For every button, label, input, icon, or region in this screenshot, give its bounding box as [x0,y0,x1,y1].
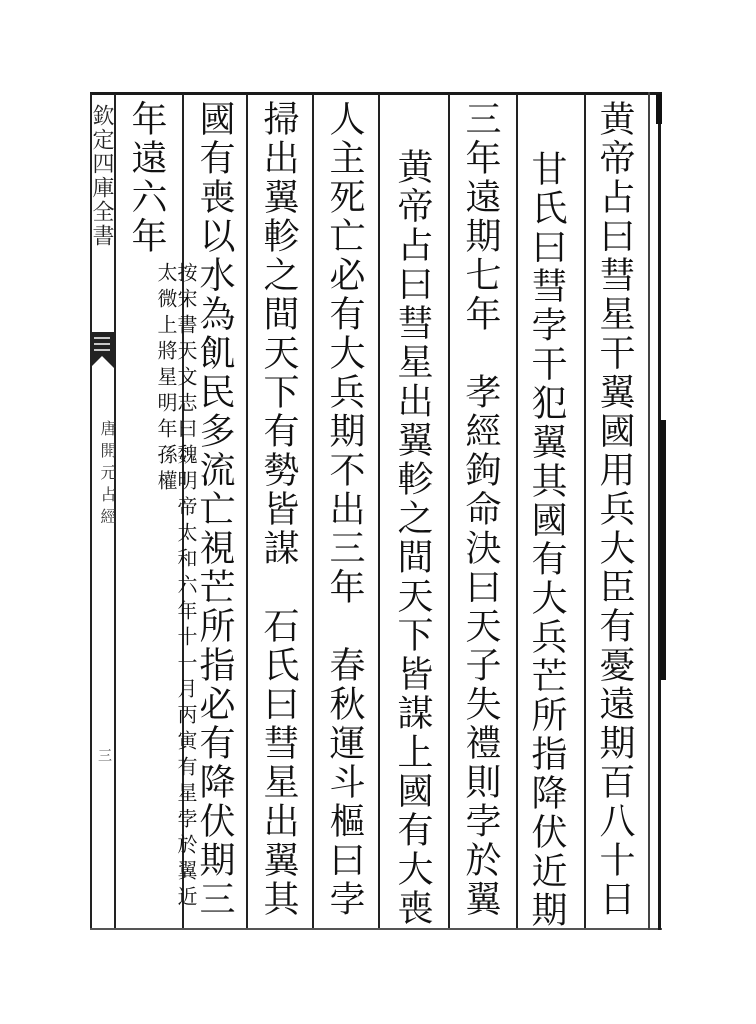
column-divider [378,94,380,928]
text-column-2: 甘氏曰彗孛干犯翼其國有大兵芒所指降伏近期 [526,150,567,930]
edge-shadow [660,420,666,680]
column-divider [516,94,518,928]
book-title: 欽定四庫全書 [89,104,114,248]
top-border [90,92,662,95]
text-column-1: 黄帝占曰彗星干翼國用兵大臣有憂遠期百八十日 [594,100,635,919]
fishtail-mark-icon [88,330,116,370]
section-title: 唐開元占經 [98,420,117,530]
column-divider [448,94,450,928]
column-divider [584,94,586,928]
page-number: 三 [96,748,112,762]
text-column-3: 三年遠期七年 孝經鉤命決曰天子失禮則孛於翼 [460,100,501,919]
column-divider [312,94,314,928]
text-column-6: 掃出翼軫之間天下有勢皆謀 石氏曰彗星出翼其 [258,100,299,919]
annotation-note: 按宋書天文志曰魏明帝太和六年十一月丙寅有星孛於翼近太微上將星明年孫權 [154,262,198,912]
right-inner-border [648,92,650,930]
text-column-4: 黄帝占曰彗星出翼軫之間天下皆謀上國有大喪 [392,148,433,928]
text-column-7: 國有喪以水為飢民多流亡視芒所指必有降伏期三 [194,100,235,919]
text-column-8: 年遠六年 [126,100,167,256]
text-column-5: 人主死亡必有大兵期不出三年 春秋運斗樞曰孛 [324,100,365,919]
bottom-border [90,928,662,930]
column-divider [246,94,248,928]
edge-shadow-top [656,94,662,124]
